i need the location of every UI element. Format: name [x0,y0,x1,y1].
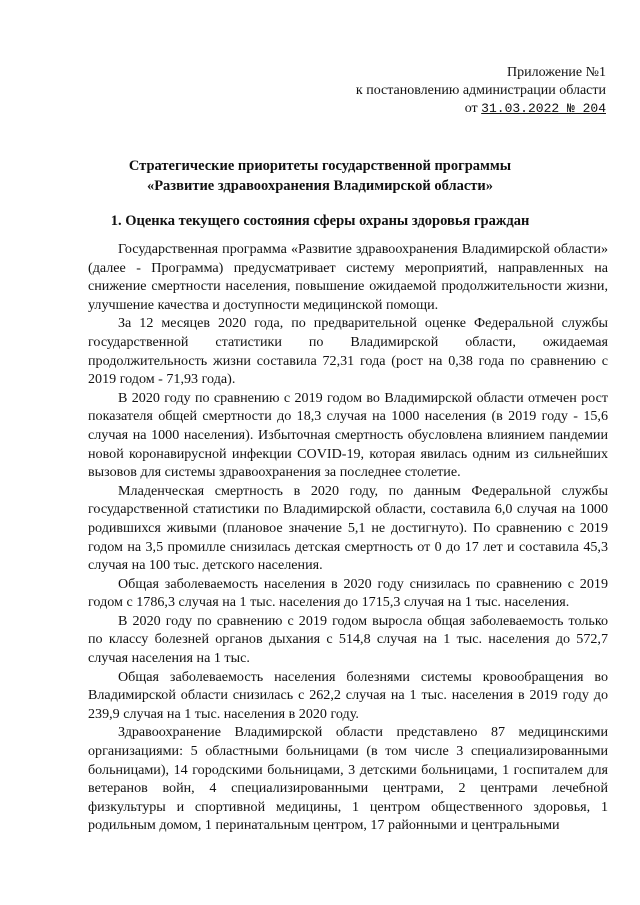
paragraph: Государственная программа «Развитие здравоохранения Владимирской области» (далее - Программа) предусматривает систему мероприятий, направленных на снижение смертности населения, повышение ожидаемой продолжительности жизни, улучшение качества и доступности медицинской помощи. [88,241,608,313]
paragraph: В 2020 году по сравнению с 2019 годом выросла общая заболеваемость только по классу болезней органов дыхания с 514,8 случая на 1 тыс. населения до 572,7 случая населения на 1 тыс. [88,612,608,667]
appendix-date-prefix: от [464,101,478,116]
paragraph: Общая заболеваемость населения в 2020 году снизилась по сравнению с 2019 годом с 1786,3 случая на 1 тыс. населения до 1715,3 случая на 1 тыс. населения. [88,575,608,611]
paragraph: Здравоохранение Владимирской области представлено 87 медицинскими организациями: 5 областными больницами (в том числе 3 специализированными больницами), 14 городскими больницами, 3 детскими больницами, 1 госпиталем для ветеранов войн, 4 специализированными центрами, 2 центрами лечебной физкультуры и спортивной медицины, 1 центром общественного здоровья, 1 родильным домом, 1 перинатальным центром, 17 районными и центральными [88,724,608,834]
paragraph: Общая заболеваемость населения болезнями системы кровообращения во Владимирской области снизилась с 262,2 случая на 1 тыс. населения в 2019 году до 239,9 случая на 1 тыс. населения в 2020 году. [88,668,608,722]
appendix-date-line [356,100,606,118]
title-line-1: Стратегические приоритеты государственной программы [128,158,512,174]
paragraph: В 2020 году по сравнению с 2019 годом во Владимирской области отмечен рост показателя общей смертности до 18,3 случая на 1000 населения (в 2019 году - 15,6 случая на 1000 населения). Избыточная смертность обусловлена влиянием пандемии новой коронавирусной инфекции COVID-19, которая явилась одним из сильнейших вызовов для системы здравоохранения за последнее столетие. [88,389,608,481]
appendix-number: Приложение №1 [507,65,606,80]
document-body [88,240,608,835]
paragraph: За 12 месяцев 2020 года, по предварительной оценке Федеральной службы государственной статистики по Владимирской области, ожидаемая продолжительность жизни составила 72,31 года (рост на 0,38 года по сравнению с 2019 годом - 71,93 года). [88,315,608,388]
appendix-block [356,64,606,118]
title-line-2: «Развитие здравоохранения Владимирской области» [146,178,494,194]
paragraph: Младенческая смертность в 2020 году, по данным Федеральной службы государственной статистики по Владимирской области, составила 6,0 случая на 1000 родившихся живыми (плановое значение 5,1 не достигнуто). По сравнению с 2019 годом на 3,5 промилле снизилась детская смертность от 0 до 17 лет и составила 45,3 случая на 100 тыс. детского населения. [88,482,608,574]
appendix-date-value: 31.03.2022 № 204 [481,101,606,116]
document-title [0,156,640,196]
section-heading: 1. Оценка текущего состояния сферы охраны здоровья граждан [110,213,530,229]
appendix-reference: к постановлению администрации области [355,83,606,98]
